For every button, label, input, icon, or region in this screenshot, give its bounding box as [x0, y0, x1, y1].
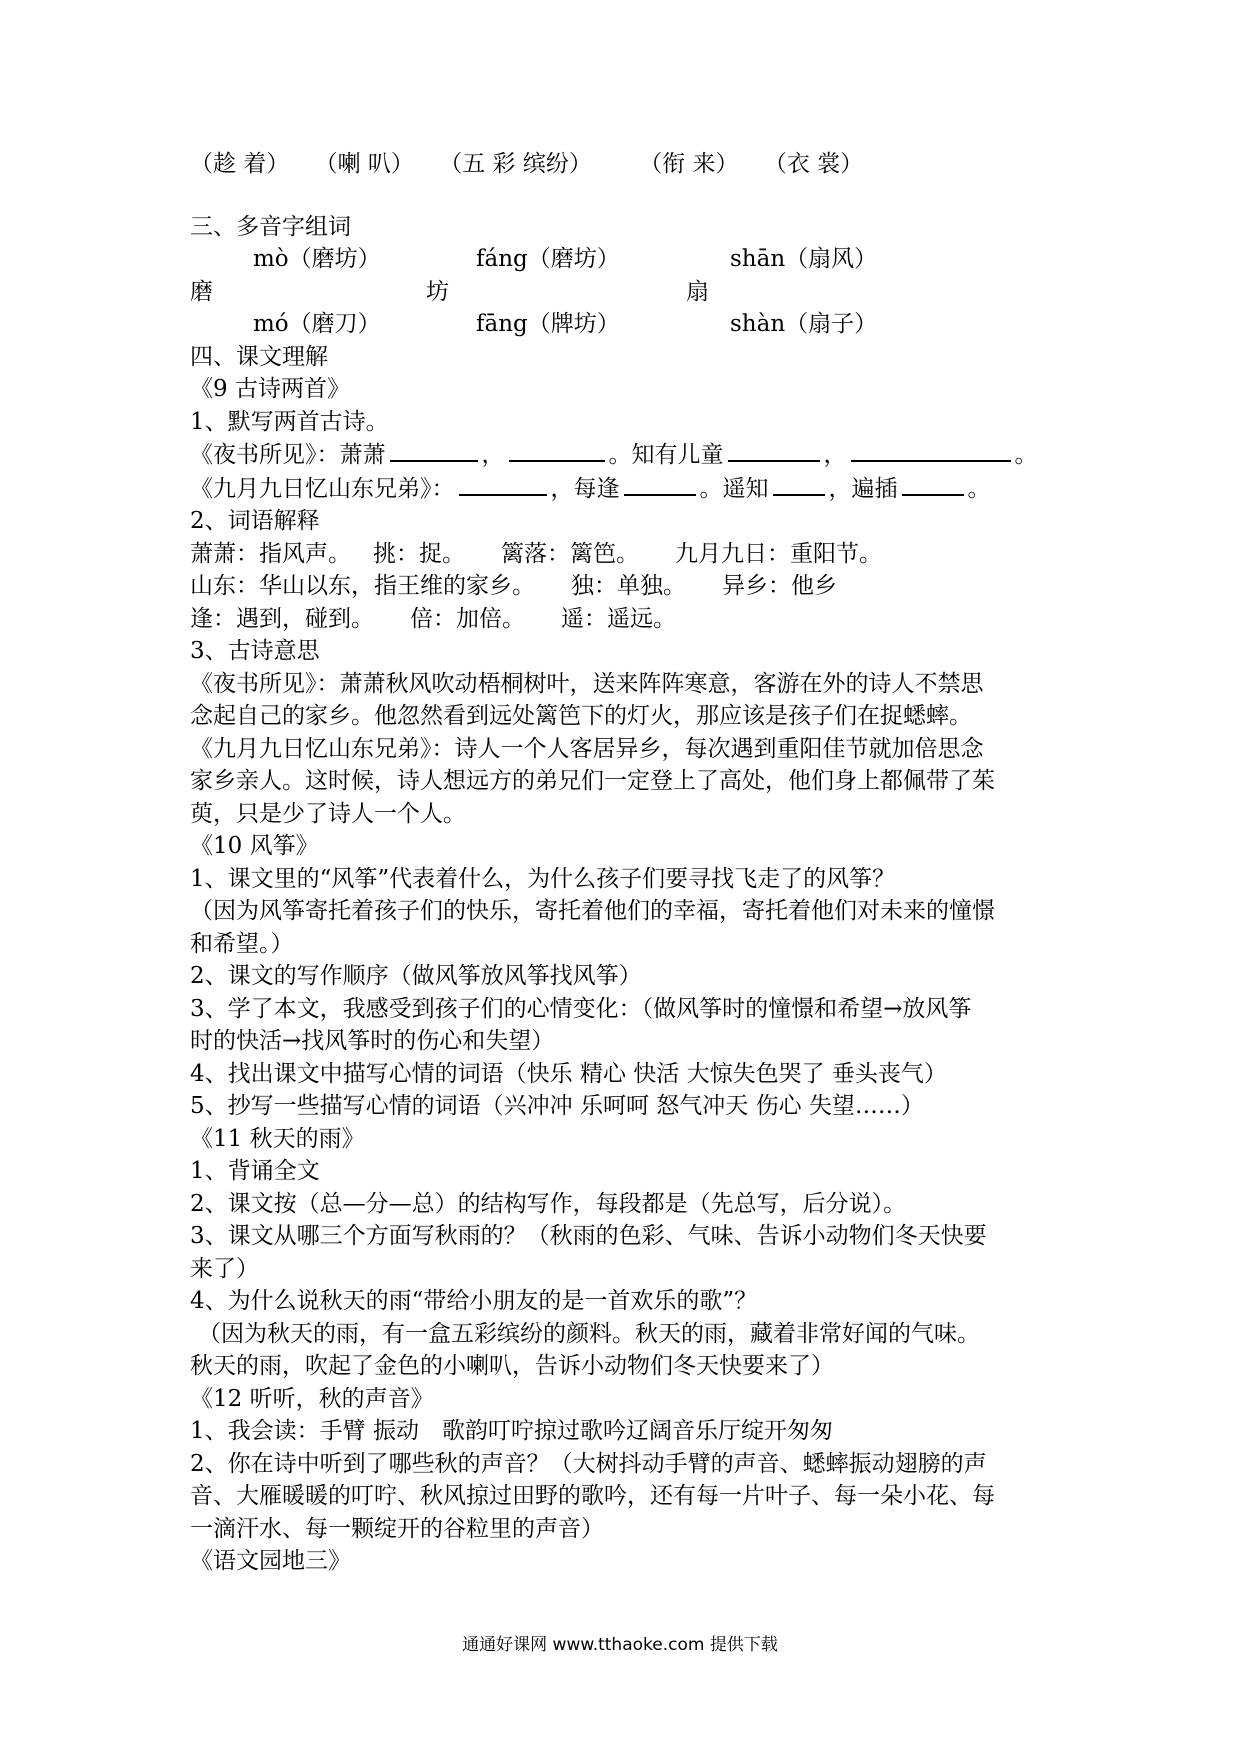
definition: 萧萧：指风声。	[190, 540, 351, 567]
lesson-title: 《12 听听，秋的声音》	[190, 1385, 434, 1412]
polyphone-character: 磨	[190, 278, 213, 305]
vocab-row	[190, 148, 1070, 181]
question: 2、课文的写作顺序（做风筝放风筝找风筝）	[190, 963, 642, 989]
poem-fill-line	[190, 472, 1070, 506]
answer: 和希望。）	[190, 930, 294, 957]
answer: 音、大雁暖暖的叮咛、秋风掠过田野的歌吟，还有每一片叶子、每一朵小花、每	[190, 1483, 995, 1509]
polyphone-table	[190, 243, 1070, 341]
fill-blank	[851, 438, 1011, 462]
polyphone-reading: shàn（扇子）	[730, 311, 878, 337]
definition: 倍：加倍。	[410, 605, 525, 632]
answer: 一滴汗水、每一颗绽开的谷粒里的声音）	[190, 1515, 604, 1542]
vocab-word: （趁 着）	[190, 151, 290, 177]
poem-text: 萧萧	[339, 442, 386, 468]
question: 1、背诵全文	[190, 1158, 320, 1184]
question: 3、课文从哪三个方面写秋雨的？（秋雨的色彩、气味、告诉小动物们冬天快要	[190, 1223, 987, 1249]
question: 1、课文里的“风筝”代表着什么，为什么孩子们要寻找飞走了的风筝？	[190, 865, 896, 892]
definition: 异乡：他乡	[722, 573, 837, 599]
lesson-title: 《语文园地三》	[190, 1548, 351, 1574]
poem-text: 。	[967, 475, 991, 502]
polyphone-reading: shān（扇风）	[730, 246, 878, 272]
poem-text: ，遍插	[828, 475, 898, 502]
question: 4、找出课文中描写心情的词语（快乐 精心 快活 大惊失色哭了 垂头丧气）	[190, 1060, 947, 1087]
question: 4、为什么说秋天的雨“带给小朋友的是一首欢乐的歌”？	[190, 1288, 758, 1314]
section-heading-comprehension: 四、课文理解	[190, 343, 328, 370]
question: 1、默写两首古诗。	[190, 408, 389, 435]
vocab-word: （衔 来）	[639, 151, 739, 177]
definition: 挑：捉。	[373, 540, 465, 567]
poem-meaning: 家乡亲人。这时候，诗人想远方的弟兄们一定登上了高处，他们身上都佩带了茱	[190, 768, 995, 794]
question: 1、我会读：手臂 振动 歌韵叮咛掠过歌吟辽阔音乐厅绽开匆匆	[190, 1418, 833, 1444]
vocab-word: （喇 叭）	[314, 151, 414, 177]
poem-text: ，	[481, 442, 505, 468]
fill-blank	[773, 472, 825, 496]
poem-name: 《夜书所见》：	[190, 442, 340, 468]
fill-blank	[902, 472, 964, 496]
definitions-line	[190, 570, 1070, 603]
poem-meaning: 萸，只是少了诗人一个人。	[190, 800, 466, 827]
definition: 篱落：篱笆。	[501, 540, 639, 567]
document-content	[190, 148, 1070, 1578]
poem-fill-line	[190, 438, 1070, 472]
page-footer: 通通好课网 www.tthaoke.com 提供下载	[462, 1635, 778, 1655]
answer: 秋天的雨，吹起了金色的小喇叭，告诉小动物们冬天快要来了）	[190, 1353, 834, 1379]
definition: 遥：遥远。	[561, 605, 676, 632]
question: 5、抄写一些描写心情的词语（兴冲冲 乐呵呵 怒气冲天 伤心 失望……）	[190, 1093, 924, 1119]
poem-text: ，	[823, 442, 847, 468]
poem-meaning: 念起自己的家乡。他忽然看到远处篱笆下的灯火，那应该是孩子们在捉蟋蟀。	[190, 703, 972, 729]
polyphone-character: 坊	[426, 278, 449, 305]
definition: 山东：华山以东，指王维的家乡。	[190, 573, 535, 599]
lesson-title: 《10 风筝》	[190, 833, 319, 859]
polyphone-reading: mò（磨坊）	[253, 246, 381, 272]
lesson-title: 《11 秋天的雨》	[190, 1125, 365, 1152]
answer: 时的快活→找风筝时的伤心和失望）	[190, 1028, 555, 1054]
definitions-line	[190, 603, 1070, 636]
fill-blank	[624, 472, 696, 496]
lesson-title: 《9 古诗两首》	[190, 376, 350, 402]
answer: （因为风筝寄托着孩子们的快乐，寄托着他们的幸福，寄托着他们对未来的憧憬	[190, 898, 995, 924]
definition: 逢：遇到，碰到。	[190, 605, 374, 632]
definition: 九月九日：重阳节。	[675, 540, 882, 567]
question: 3、古诗意思	[190, 638, 320, 664]
polyphone-character: 扇	[686, 278, 709, 305]
polyphone-reading: mó（磨刀）	[253, 311, 381, 337]
poem-text: 。遥知	[699, 475, 769, 502]
definition: 独：单独。	[571, 573, 686, 599]
fill-blank	[390, 438, 478, 462]
poem-text: 。知有儿童	[608, 442, 724, 468]
vocab-word: （衣 裳）	[763, 151, 864, 177]
poem-meaning: 《九月九日忆山东兄弟》：诗人一个人客居异乡，每次遇到重阳佳节就加倍思念	[190, 735, 984, 762]
question: 2、词语解释	[190, 508, 320, 534]
poem-text: 。	[1014, 442, 1038, 468]
polyphone-reading: fáng（磨坊）	[476, 246, 620, 272]
question: 2、你在诗中听到了哪些秋的声音？（大树抖动手臂的声音、蟋蟀振动翅膀的声	[190, 1450, 987, 1477]
question: 3、学了本文，我感受到孩子们的心情变化：（做风筝时的憧憬和希望→放风筝	[190, 995, 972, 1022]
answer: （因为秋天的雨，有一盒五彩缤纷的颜料。秋天的雨，藏着非常好闻的气味。	[198, 1320, 980, 1347]
section-heading-polyphones: 三、多音字组词	[190, 213, 351, 240]
vocab-word: （五 彩 缤纷）	[439, 151, 592, 177]
poem-name: 《九月九日忆山东兄弟》：	[190, 475, 455, 502]
poem-meaning: 《夜书所见》：萧萧秋风吹动梧桐树叶，送来阵阵寒意，客游在外的诗人不禁思	[190, 670, 984, 697]
poem-text: ，每逢	[550, 475, 620, 502]
definitions-line	[190, 538, 1070, 571]
fill-blank	[459, 472, 547, 496]
question: 2、课文按（总—分—总）的结构写作，每段都是（先总写，后分说）。	[190, 1190, 907, 1217]
fill-blank	[728, 438, 820, 462]
fill-blank	[509, 438, 605, 462]
answer: 来了）	[190, 1255, 259, 1282]
polyphone-reading: fāng（牌坊）	[476, 311, 620, 337]
